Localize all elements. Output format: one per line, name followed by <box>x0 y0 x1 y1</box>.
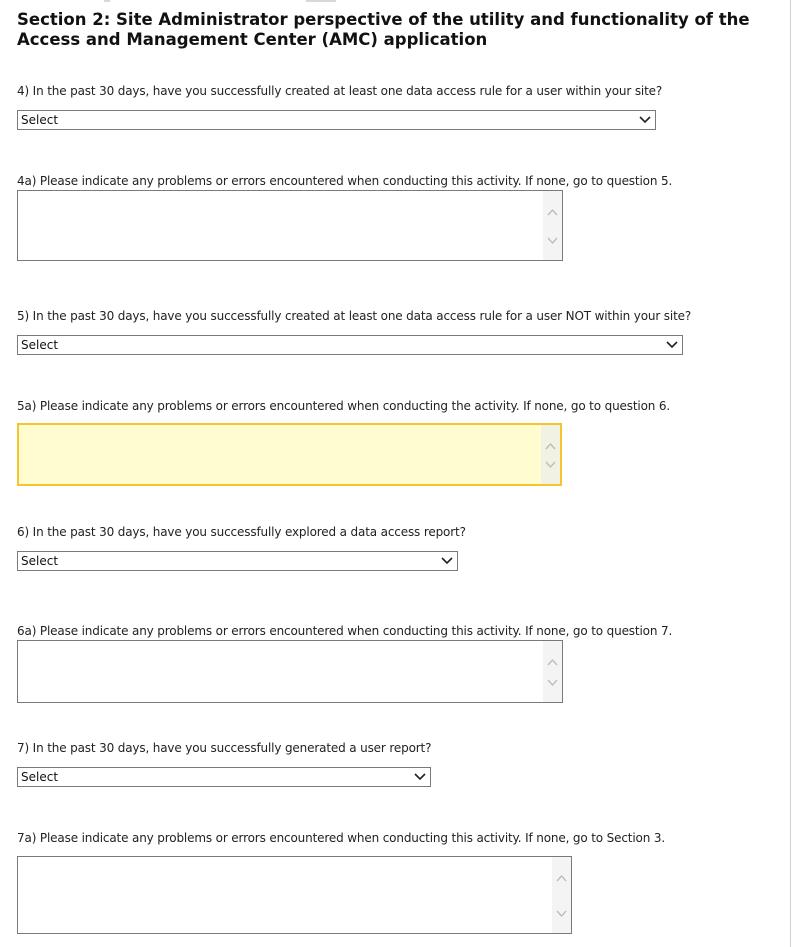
question-6-selected-value: Select <box>21 554 59 568</box>
question-4-selected-value: Select <box>21 113 59 127</box>
chevron-down-icon <box>413 769 427 785</box>
chevron-down-icon <box>665 337 679 353</box>
section-title: Section 2: Site Administrator perspective of the utility and functionality of the Access and Management Center (AMC) application <box>17 10 750 49</box>
textarea-scrollbar[interactable] <box>543 641 562 702</box>
question-5-select[interactable] <box>17 335 683 355</box>
question-4a-textarea[interactable] <box>17 190 563 261</box>
chevron-down-icon <box>440 553 454 569</box>
chevron-up-icon[interactable] <box>555 873 568 883</box>
page-right-border <box>790 0 799 947</box>
question-6-select[interactable] <box>17 551 458 571</box>
question-5a-textarea[interactable] <box>17 423 562 486</box>
textarea-scrollbar[interactable] <box>543 191 562 260</box>
question-7a-label: 7a) Please indicate any problems or errors encountered when conducting this activity. If none, go to Section 3. <box>17 831 665 845</box>
question-7-selected-value: Select <box>21 770 59 784</box>
chevron-up-icon[interactable] <box>544 441 557 451</box>
question-4-label: 4) In the past 30 days, have you successfully created at least one data access rule for a user within your site? <box>17 84 663 98</box>
chevron-down-icon[interactable] <box>546 678 559 688</box>
chevron-down-icon[interactable] <box>546 236 559 246</box>
question-6a-textarea[interactable] <box>17 640 563 703</box>
top-edge-mark <box>306 0 336 2</box>
question-7-select[interactable] <box>17 767 431 787</box>
chevron-down-icon <box>638 112 652 128</box>
chevron-down-icon[interactable] <box>544 460 557 470</box>
question-5a-label: 5a) Please indicate any problems or errors encountered when conducting the activity. If none, go to question 6. <box>17 399 671 413</box>
chevron-up-icon[interactable] <box>546 657 559 667</box>
question-7a-textarea[interactable] <box>17 856 572 934</box>
question-5-selected-value: Select <box>21 338 59 352</box>
textarea-scrollbar[interactable] <box>552 857 571 933</box>
question-4a-label: 4a) Please indicate any problems or errors encountered when conducting this activity. If none, go to question 5. <box>17 174 673 188</box>
question-6a-label: 6a) Please indicate any problems or errors encountered when conducting this activity. If none, go to question 7. <box>17 624 673 638</box>
question-6-label: 6) In the past 30 days, have you successfully explored a data access report? <box>17 525 466 539</box>
textarea-scrollbar[interactable] <box>541 425 560 484</box>
question-5-label: 5) In the past 30 days, have you successfully created at least one data access rule for a user NOT within your site? <box>17 309 692 323</box>
chevron-up-icon[interactable] <box>546 207 559 217</box>
chevron-down-icon[interactable] <box>555 909 568 919</box>
question-4-select[interactable] <box>17 110 656 130</box>
top-edge-mark <box>104 0 110 2</box>
question-7-label: 7) In the past 30 days, have you successfully generated a user report? <box>17 741 432 755</box>
